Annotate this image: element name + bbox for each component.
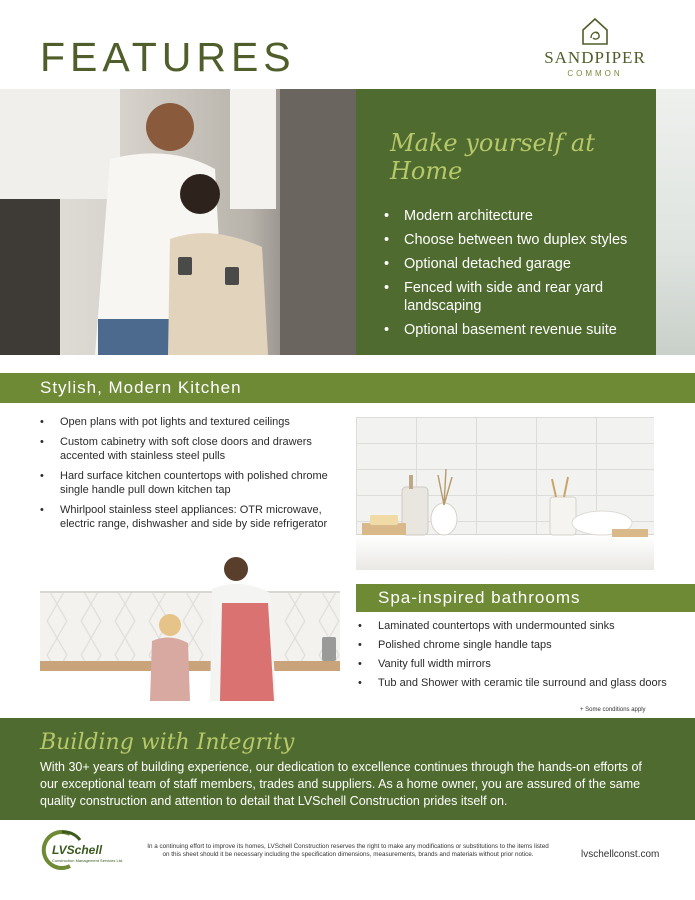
sandpiper-logo bbox=[532, 16, 658, 86]
footer-disclaimer: In a continuing effort to improve its homes, LVSchell Construction reserves the right to make any modifications or substitutions to the items listed on this sheet should it be necessary including the specification dimensions, measurements, brands and materials without prior notice. bbox=[147, 843, 549, 858]
logo-name: SANDPIPER bbox=[544, 48, 646, 67]
lvschell-logo-text: LVSchell bbox=[52, 843, 103, 857]
hero-couple-photo bbox=[0, 89, 356, 355]
hero-feature-list bbox=[384, 207, 632, 339]
lvschell-logo-sub: Construction Management Services Ltd. bbox=[52, 858, 124, 863]
list-item: • Optional basement revenue suite bbox=[384, 321, 632, 339]
lvschell-logo bbox=[40, 830, 124, 870]
list-item: • Modern architecture bbox=[384, 207, 632, 225]
window-photo bbox=[656, 89, 695, 355]
kitchen-section-heading: Stylish, Modern Kitchen bbox=[0, 373, 695, 403]
hero-feature-panel bbox=[356, 89, 656, 355]
conditions-footnote: + Some conditions apply bbox=[580, 707, 646, 713]
list-item: • Custom cabinetry with soft close doors and drawers accented with stainless steel pulls bbox=[38, 435, 348, 463]
family-kitchen-photo bbox=[40, 553, 340, 701]
kitchen-feature-list bbox=[38, 415, 348, 537]
integrity-body: With 30+ years of building experience, our dedication to excellence continues through the hands-on efforts of our exceptional team of staff members, trades and suppliers. As a home owner, you are assured of the same quality construction and attention to detail that LVSchell Construction prides itself on. bbox=[40, 760, 642, 808]
footer-website-link[interactable]: lvschellconst.com bbox=[581, 849, 660, 860]
house-bird-icon bbox=[580, 16, 610, 46]
list-item: • Vanity full width mirrors bbox=[356, 657, 686, 671]
list-item: • Fenced with side and rear yard landscaping bbox=[384, 279, 632, 315]
list-item: • Polished chrome single handle taps bbox=[356, 638, 686, 652]
bathroom-counter-photo bbox=[356, 417, 654, 570]
list-item: • Whirlpool stainless steel appliances: OTR microwave, electric range, dishwasher and side by side refrigerator bbox=[38, 503, 348, 531]
logo-subtitle: COMMON bbox=[567, 69, 623, 78]
integrity-script-title: Building with Integrity bbox=[40, 730, 295, 755]
hero-script-title: Make yourself at Home bbox=[390, 129, 595, 185]
integrity-panel bbox=[0, 718, 695, 820]
list-item: • Open plans with pot lights and textured ceilings bbox=[38, 415, 348, 429]
list-item: • Tub and Shower with ceramic tile surround and glass doors bbox=[356, 676, 686, 690]
list-item: • Hard surface kitchen countertops with polished chrome single handle pull down kitchen tap bbox=[38, 469, 348, 497]
list-item: • Choose between two duplex styles bbox=[384, 231, 632, 249]
spa-feature-list bbox=[356, 619, 686, 695]
list-item: • Laminated countertops with undermounted sinks bbox=[356, 619, 686, 633]
page-title: FEATURES bbox=[40, 34, 296, 80]
spa-section-heading: Spa-inspired bathrooms bbox=[356, 584, 695, 612]
list-item: • Optional detached garage bbox=[384, 255, 632, 273]
